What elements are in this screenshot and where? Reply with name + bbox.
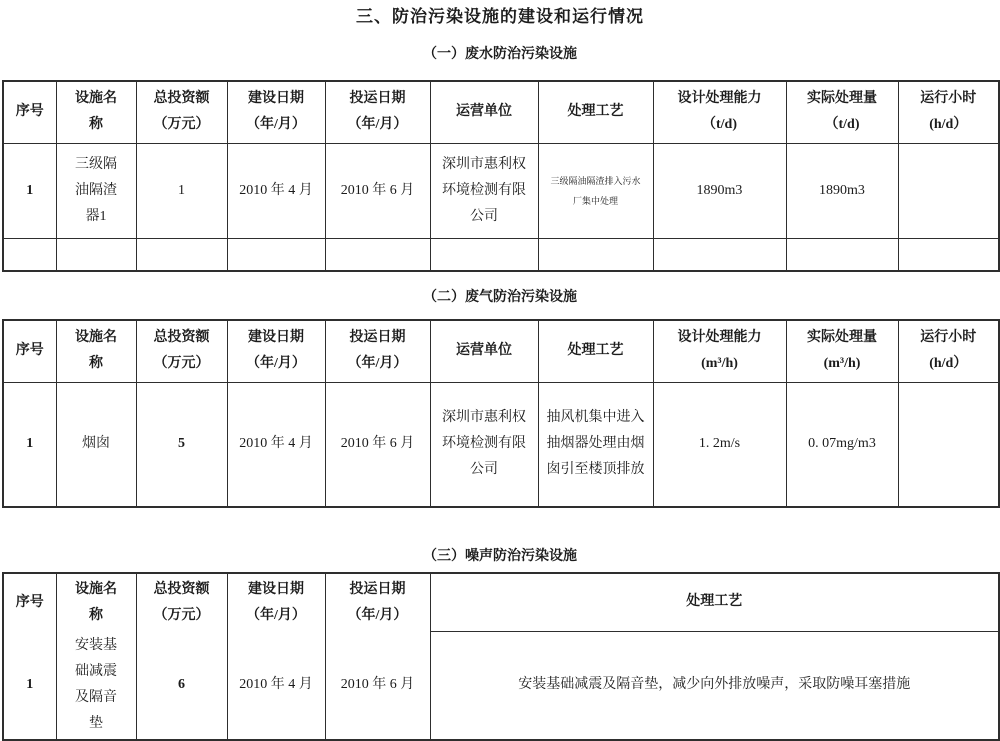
wastewater-table: [2, 80, 1000, 272]
cell-running-hours: [898, 143, 999, 238]
cell-design-capacity: 1890m3: [653, 143, 786, 238]
col-header-operation-date: 投运日期 （年/月）: [325, 573, 430, 631]
cell-build-date: 2010 年 4 月: [227, 382, 325, 507]
cell-empty: [325, 238, 430, 271]
cell-empty: [538, 238, 653, 271]
col-header-facility-name: 设施名 称: [56, 573, 136, 631]
col-header-seq: 序号: [3, 320, 56, 382]
cell-actual-amount: 0. 07mg/m3: [786, 382, 898, 507]
col-header-actual-amount: 实际处理量 （t/d): [786, 81, 898, 143]
col-header-investment: 总投资额 （万元）: [136, 81, 227, 143]
cell-empty: [898, 238, 999, 271]
table-row: [3, 238, 999, 271]
cell-process: 抽风机集中进入抽烟器处理由烟囱引至楼顶排放: [538, 382, 653, 507]
cell-operator: 深圳市惠利权环境检测有限公司: [430, 382, 538, 507]
col-header-operator: 运营单位: [430, 320, 538, 382]
cell-operation-date: 2010 年 6 月: [325, 382, 430, 507]
cell-seq: 1: [3, 631, 56, 740]
cell-empty: [786, 238, 898, 271]
col-header-running-hours: 运行小时 (h/d）: [898, 81, 999, 143]
col-header-seq: 序号: [3, 81, 56, 143]
cell-build-date: 2010 年 4 月: [227, 631, 325, 740]
col-header-actual-amount: 实际处理量 (m³/h): [786, 320, 898, 382]
cell-build-date: 2010 年 4 月: [227, 143, 325, 238]
noise-table: [2, 572, 1000, 741]
col-header-operation-date: 投运日期 （年/月）: [325, 81, 430, 143]
cell-empty: [430, 238, 538, 271]
col-header-running-hours: 运行小时 (h/d）: [898, 320, 999, 382]
col-header-investment: 总投资额 （万元）: [136, 573, 227, 631]
cell-investment: 1: [136, 143, 227, 238]
cell-running-hours: [898, 382, 999, 507]
section-heading-noise: （三）噪声防治污染设施: [423, 549, 577, 564]
table-row: [3, 382, 999, 507]
col-header-process: 处理工艺: [538, 320, 653, 382]
cell-investment: 6: [136, 631, 227, 740]
exhaust-gas-table: [2, 319, 1000, 508]
cell-empty: [136, 238, 227, 271]
table-row: [3, 143, 999, 238]
cell-seq: 1: [3, 143, 56, 238]
cell-process: 三级隔油隔渣排入污水厂集中处理: [538, 143, 653, 238]
col-header-design-capacity: 设计处理能力 （t/d): [653, 81, 786, 143]
cell-investment: 5: [136, 382, 227, 507]
col-header-facility-name: 设施名 称: [56, 320, 136, 382]
cell-operation-date: 2010 年 6 月: [325, 631, 430, 740]
cell-seq: 1: [3, 382, 56, 507]
cell-empty: [3, 238, 56, 271]
col-header-process: 处理工艺: [538, 81, 653, 143]
col-header-build-date: 建设日期 （年/月）: [227, 573, 325, 631]
cell-empty: [653, 238, 786, 271]
page-title: 三、防治污染设施的建设和运行情况: [356, 7, 644, 26]
section-heading-wastewater: （一）废水防治污染设施: [423, 47, 577, 62]
cell-actual-amount: 1890m3: [786, 143, 898, 238]
cell-facility-name: 烟囱: [56, 382, 136, 507]
col-header-build-date: 建设日期 （年/月）: [227, 81, 325, 143]
table-row: [3, 81, 999, 143]
cell-design-capacity: 1. 2m/s: [653, 382, 786, 507]
col-header-operation-date: 投运日期 （年/月）: [325, 320, 430, 382]
col-header-investment: 总投资额 （万元）: [136, 320, 227, 382]
cell-process: 安装基础减震及隔音垫，减少向外排放噪声，采取防噪耳塞措施: [430, 631, 999, 740]
table-row: [3, 631, 999, 740]
col-header-operator: 运营单位: [430, 81, 538, 143]
col-header-process: 处理工艺: [430, 573, 999, 631]
table-row: [3, 573, 999, 631]
cell-operation-date: 2010 年 6 月: [325, 143, 430, 238]
table-row: [3, 320, 999, 382]
cell-empty: [227, 238, 325, 271]
cell-facility-name: 三级隔油隔渣器1: [56, 143, 136, 238]
section-heading-exhaust-gas: （二）废气防治污染设施: [423, 290, 577, 305]
cell-empty: [56, 238, 136, 271]
col-header-facility-name: 设施名 称: [56, 81, 136, 143]
cell-operator: 深圳市惠利权环境检测有限公司: [430, 143, 538, 238]
cell-facility-name: 安装基础减震及隔音垫: [56, 631, 136, 740]
col-header-design-capacity: 设计处理能力 (m³/h): [653, 320, 786, 382]
col-header-build-date: 建设日期 （年/月）: [227, 320, 325, 382]
col-header-seq: 序号: [3, 573, 56, 631]
